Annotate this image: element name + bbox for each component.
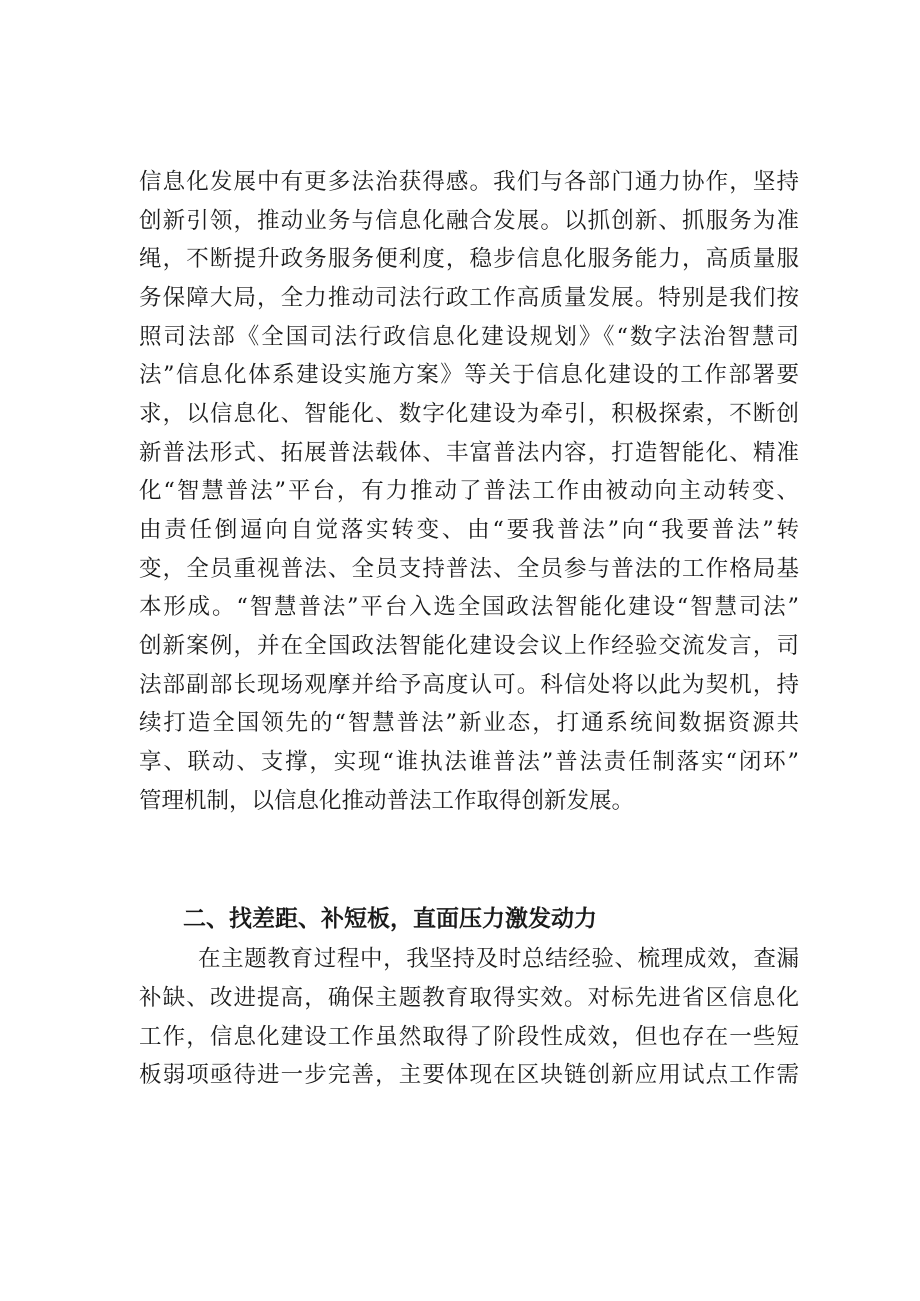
text-line: 在主题教育过程中，我坚持及时总结经验、梳理成效，查漏 [198, 946, 799, 972]
text-line: 信息化发展中有更多法治获得感。我们与各部门通力协作，坚持 [139, 169, 799, 195]
text-line: 变，全员重视普法、全员支持普法、全员参与普法的工作格局基 [139, 556, 799, 582]
section-heading: 二、找差距、补短板，直面压力激发动力 [183, 906, 597, 932]
text-line: 由责任倒逼向自觉落实转变、由“要我普法”向“我要普法”转 [139, 517, 799, 543]
text-line: 创新引领，推动业务与信息化融合发展。以抓创新、抓服务为准 [139, 208, 799, 234]
text-line: 本形成。“智慧普法”平台入选全国政法智能化建设“智慧司法” [139, 594, 799, 620]
text-line: 绳，不断提升政务服务便利度，稳步信息化服务能力，高质量服 [139, 246, 799, 272]
text-line: 法部副部长现场观摩并给予高度认可。科信处将以此为契机，持 [139, 672, 799, 698]
text-line: 求，以信息化、智能化、数字化建设为牵引，积极探索，不断创 [139, 401, 799, 427]
text-line: 创新案例，并在全国政法智能化建设会议上作经验交流发言，司 [139, 633, 799, 659]
text-line: 工作，信息化建设工作虽然取得了阶段性成效，但也存在一些短 [139, 1024, 799, 1050]
text-line: 法”信息化体系建设实施方案》等关于信息化建设的工作部署要 [139, 362, 799, 388]
text-line: 务保障大局，全力推动司法行政工作高质量发展。特别是我们按 [139, 285, 799, 311]
text-line: 新普法形式、拓展普法载体、丰富普法内容，打造智能化、精准 [139, 440, 799, 466]
text-line: 化“智慧普法”平台，有力推动了普法工作由被动向主动转变、 [139, 478, 799, 504]
text-line: 补缺、改进提高，确保主题教育取得实效。对标先进省区信息化 [139, 985, 799, 1011]
text-line: 照司法部《全国司法行政信息化建设规划》《“数字法治智慧司 [139, 324, 799, 350]
text-line: 板弱项亟待进一步完善，主要体现在区块链创新应用试点工作需 [139, 1062, 799, 1088]
text-line: 享、联动、支撑，实现“谁执法谁普法”普法责任制落实“闭环” [139, 749, 799, 775]
text-line: 续打造全国领先的“智慧普法”新业态，打通系统间数据资源共 [139, 710, 799, 736]
text-line: 管理机制，以信息化推动普法工作取得创新发展。 [139, 788, 635, 814]
